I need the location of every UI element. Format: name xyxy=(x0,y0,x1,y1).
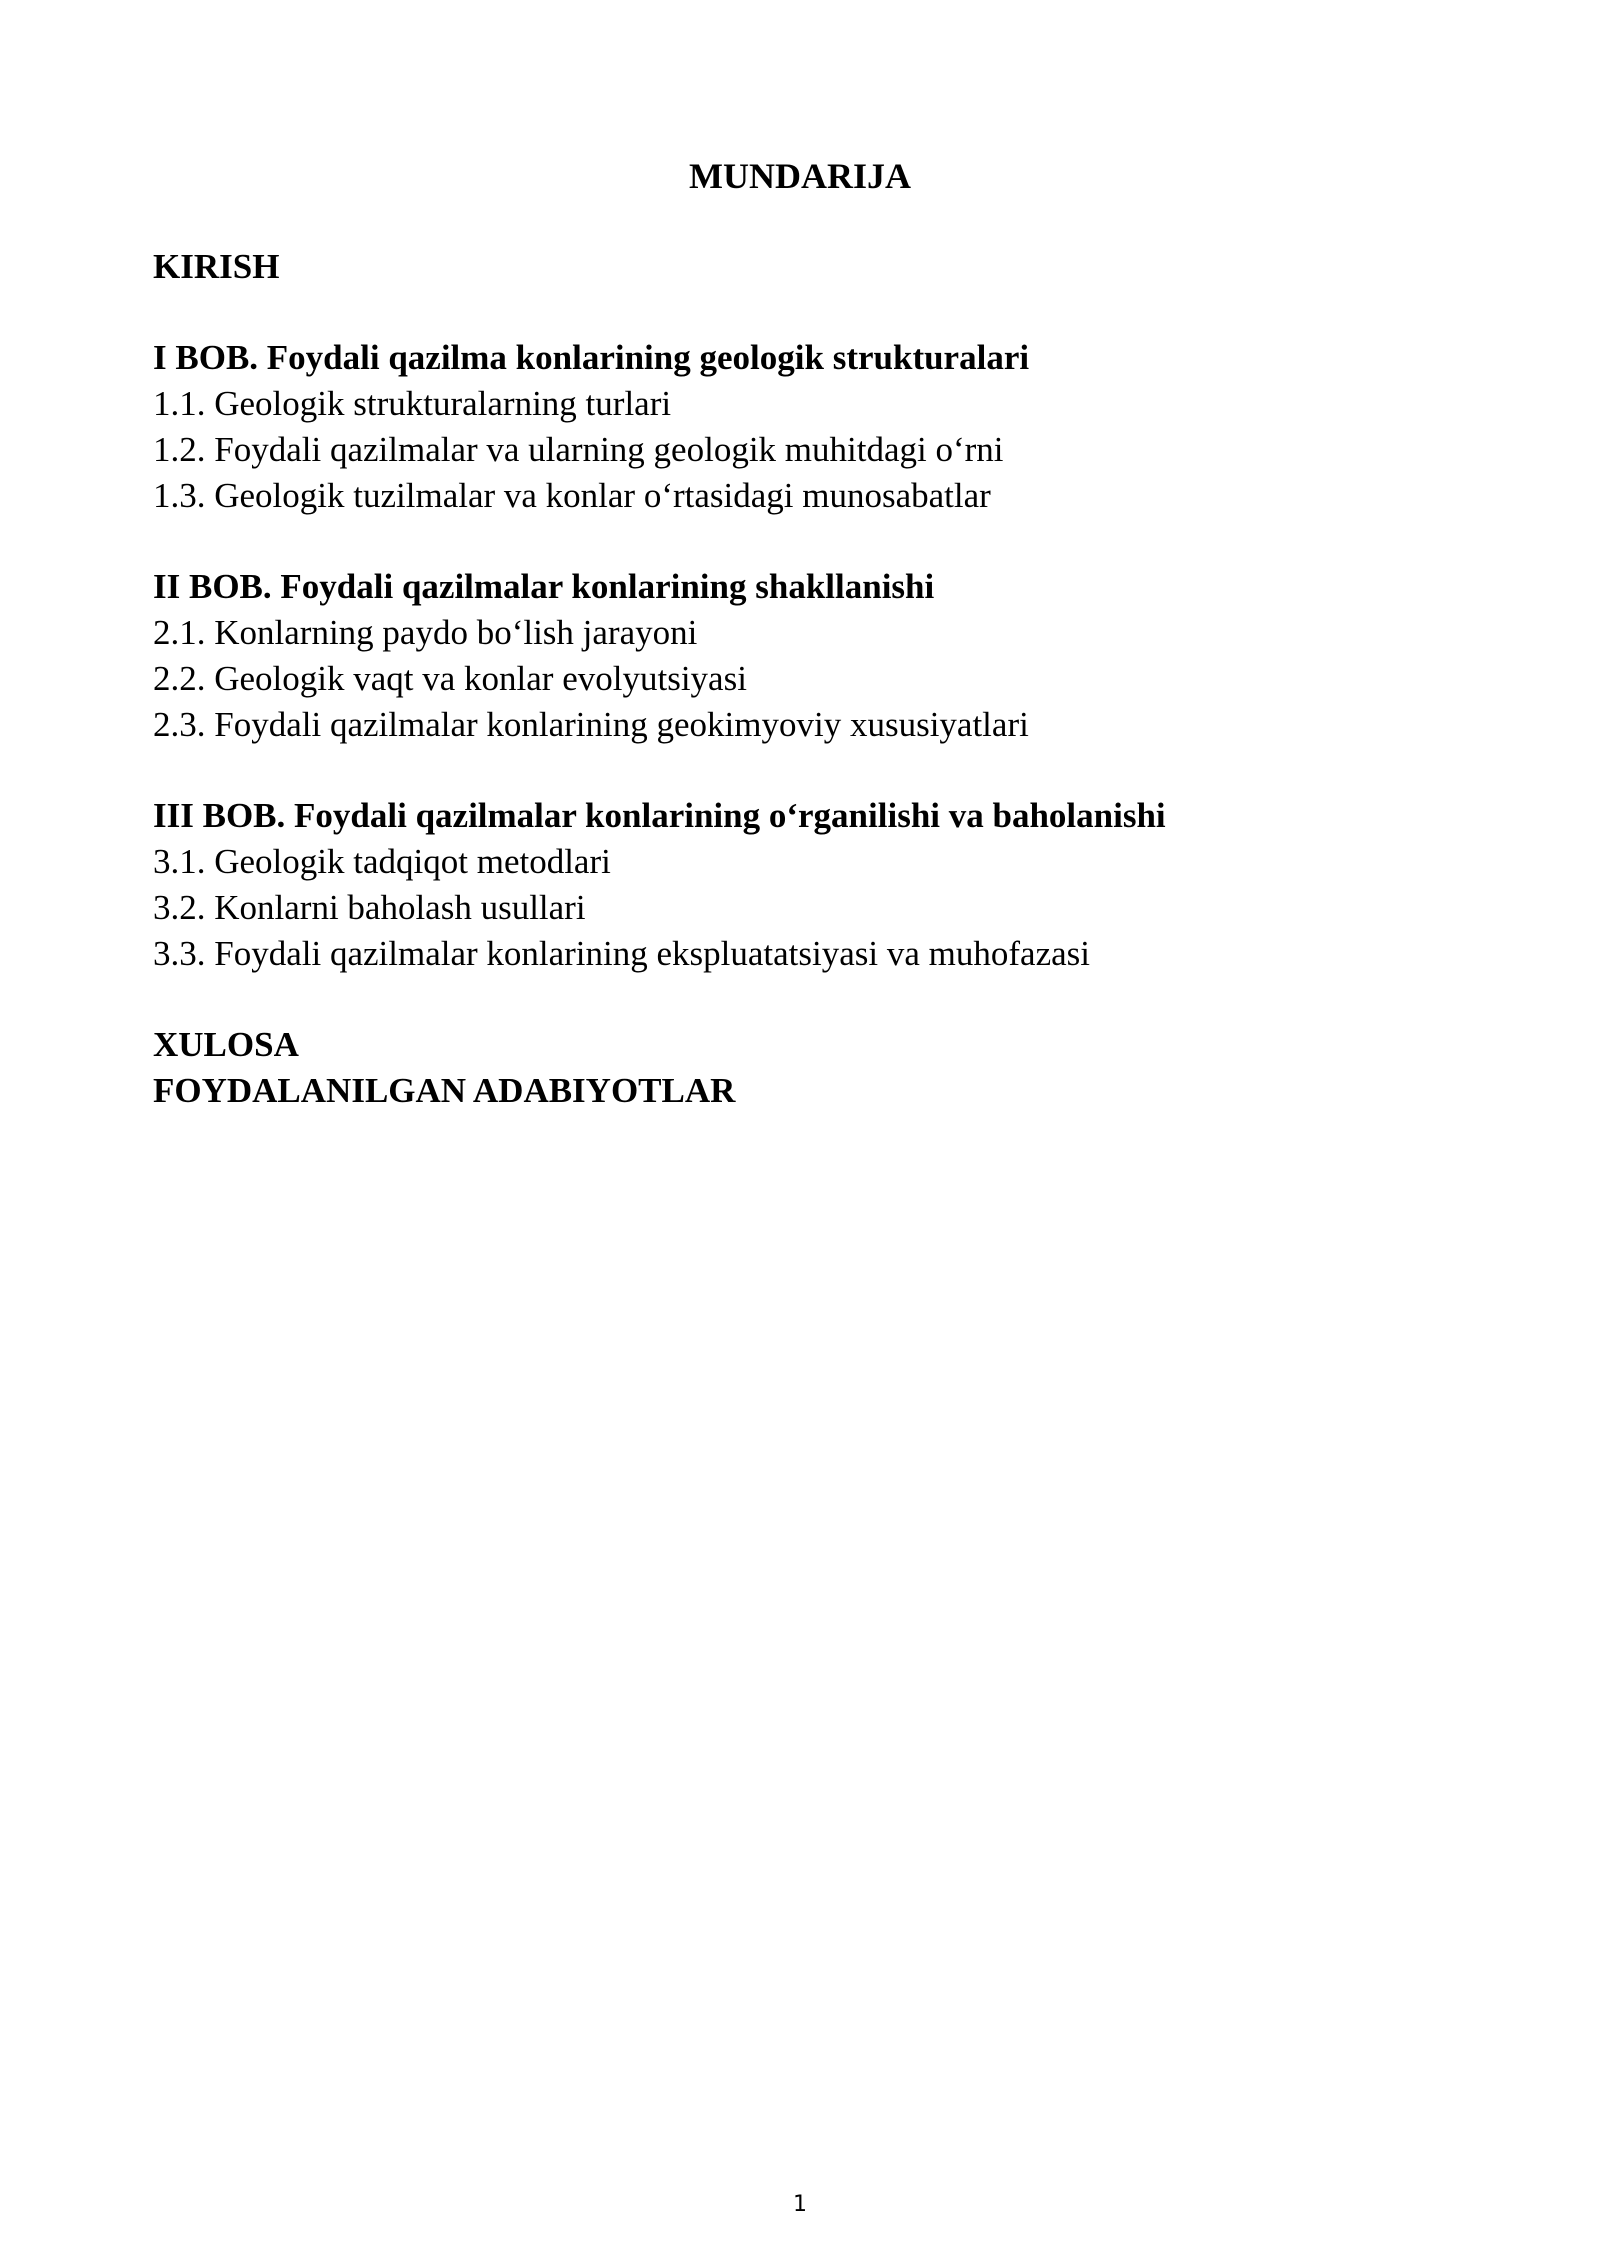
toc-section-1-2: 1.2. Foydali qazilmalar va ularning geologik muhitdagi o‘rni xyxy=(153,430,1004,469)
toc-section-1-3: 1.3. Geologik tuzilmalar va konlar o‘rtasidagi munosabatlar xyxy=(153,476,991,515)
toc-entry-conclusion: XULOSA xyxy=(153,1025,299,1064)
toc-section-1-1: 1.1. Geologik strukturalarning turlari xyxy=(153,384,672,423)
toc-section-3-1: 3.1. Geologik tadqiqot metodlari xyxy=(153,842,611,881)
toc-section-2-3: 2.3. Foydali qazilmalar konlarining geokimyoviy xususiyatlari xyxy=(153,705,1029,744)
toc-entry-intro: KIRISH xyxy=(153,247,280,286)
page-number: 1 xyxy=(793,2192,807,2217)
toc-section-2-2: 2.2. Geologik vaqt va konlar evolyutsiyasi xyxy=(153,659,747,698)
toc-chapter-1-heading: I BOB. Foydali qazilma konlarining geologik strukturalari xyxy=(153,338,1030,377)
toc-title-text: MUNDARIJA xyxy=(689,156,911,196)
toc-chapter-2-heading: II BOB. Foydali qazilmalar konlarining shakllanishi xyxy=(153,567,935,606)
toc-section-3-2: 3.2. Konlarni baholash usullari xyxy=(153,888,586,927)
toc-chapter-3-heading: III BOB. Foydali qazilmalar konlarining o‘rganilishi va baholanishi xyxy=(153,796,1166,835)
toc-section-3-3: 3.3. Foydali qazilmalar konlarining ekspluatatsiyasi va muhofazasi xyxy=(153,934,1090,973)
toc-title xyxy=(0,152,1600,200)
toc-section-2-1: 2.1. Konlarning paydo bo‘lish jarayoni xyxy=(153,613,698,652)
toc-entry-references: FOYDALANILGAN ADABIYOTLAR xyxy=(153,1071,736,1110)
